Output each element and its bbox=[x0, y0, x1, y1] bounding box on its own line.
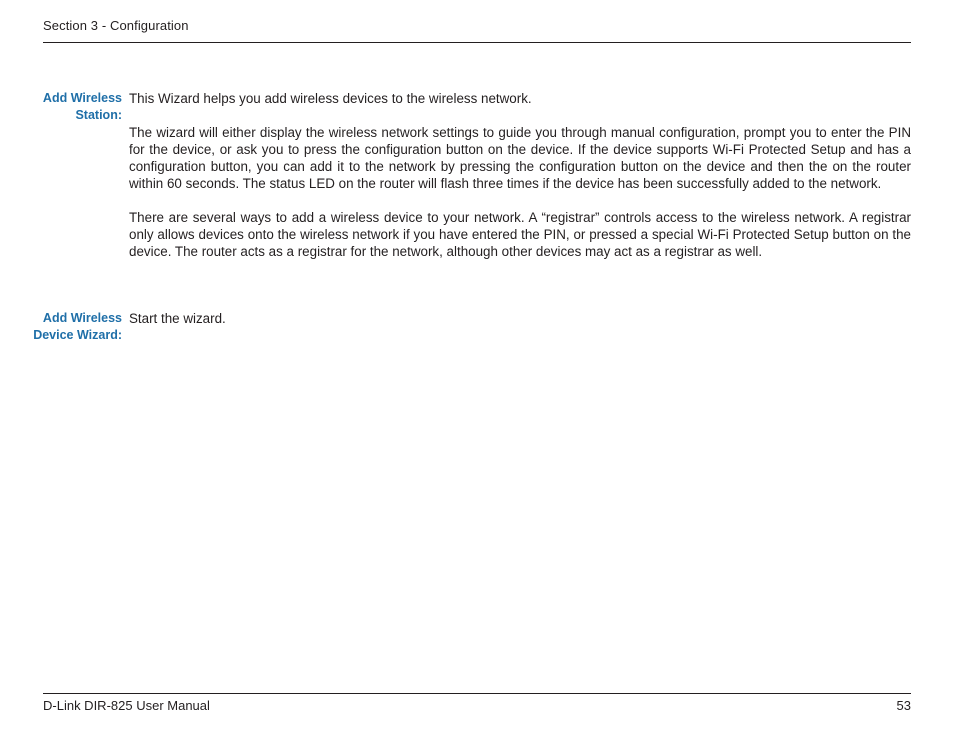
term-line: Device Wizard: bbox=[33, 328, 122, 342]
term-line: Station: bbox=[75, 108, 122, 122]
term-line: Add Wireless bbox=[42, 311, 122, 325]
header-rule bbox=[43, 42, 911, 43]
paragraph: The wizard will either display the wireless network settings to guide you through manual configuration, prompt you to enter the PIN for the device, or ask you to press the configuration button on the device. If the device supports Wi-Fi Protected Setup and has a configuration button, you can add it to the network by pressing the configuration button on the device and then the on the router within 60 seconds. The status LED on the router will flash three times if the device has been successfully added to the network. bbox=[129, 125, 911, 191]
manual-title: D-Link DIR-825 User Manual bbox=[43, 698, 210, 713]
paragraph: Start the wizard. bbox=[129, 311, 226, 326]
definition-add-wireless-station bbox=[129, 90, 911, 277]
term-add-wireless-device-wizard bbox=[20, 310, 122, 344]
section-header: Section 3 - Configuration bbox=[43, 18, 189, 33]
paragraph: This Wizard helps you add wireless devices to the wireless network. bbox=[129, 91, 532, 106]
term-line: Add Wireless bbox=[42, 91, 122, 105]
footer-rule bbox=[43, 693, 911, 694]
definition-add-wireless-device-wizard bbox=[129, 310, 911, 344]
page-number: 53 bbox=[896, 698, 911, 713]
term-add-wireless-station bbox=[20, 90, 122, 124]
paragraph: There are several ways to add a wireless device to your network. A “registrar” controls access to the wireless network. A registrar only allows devices onto the wireless network if you have entered the PIN, or pressed a special Wi-Fi Protected Setup button on the device. The router acts as a registrar for the network, although other devices may act as a registrar as well. bbox=[129, 210, 911, 259]
